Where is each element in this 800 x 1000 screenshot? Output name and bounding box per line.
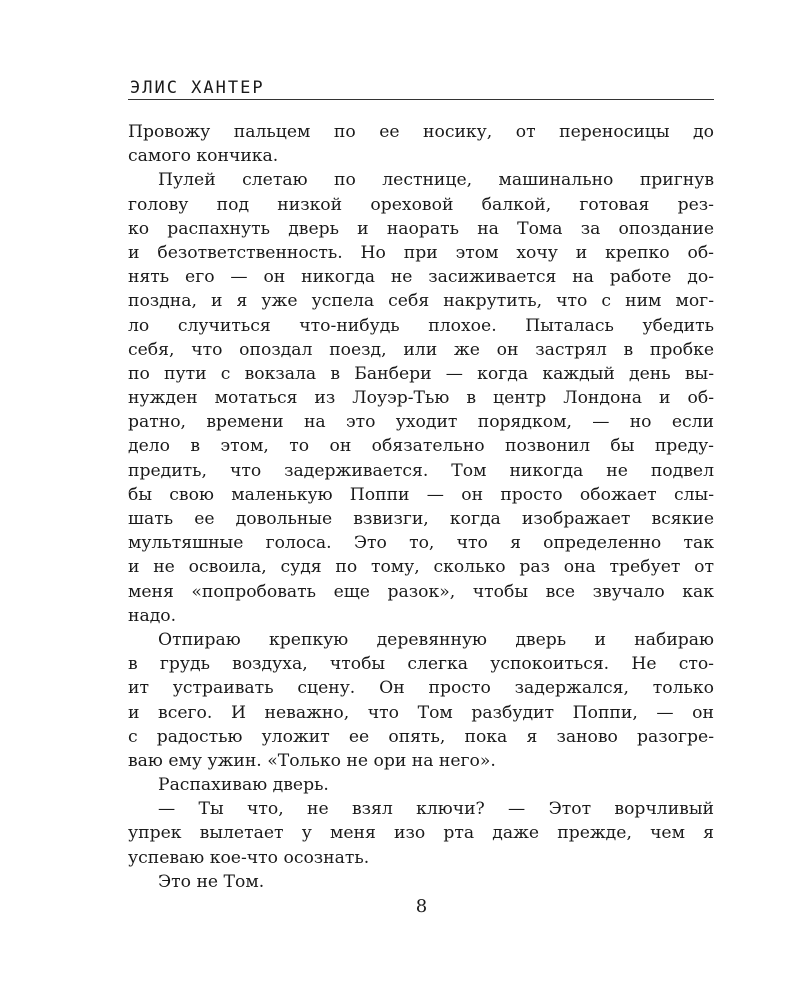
running-head-author: ЭЛИС ХАНТЕР bbox=[130, 78, 265, 98]
text-line: ратно, времени на это уходит порядком, — но если bbox=[128, 412, 714, 433]
text-line: и не освоила, судя по тому, сколько раз она требует от bbox=[128, 557, 714, 578]
running-head-rule bbox=[128, 99, 714, 100]
text-line: дело в этом, то он обязательно позвонил бы преду- bbox=[128, 436, 714, 457]
text-line: ваю ему ужин. «Только не ори на него». bbox=[128, 750, 496, 771]
page-number: 8 bbox=[415, 896, 428, 917]
text-line: Это не Том. bbox=[158, 871, 265, 892]
text-line: себя, что опоздал поезд, или же он застрял в пробке bbox=[128, 339, 714, 360]
text-line: успеваю кое-что осознать. bbox=[128, 847, 370, 868]
text-line: предить, что задерживается. Том никогда не подвел bbox=[128, 460, 714, 481]
text-line: Провожу пальцем по ее носику, от переносицы до bbox=[128, 122, 714, 142]
running-head bbox=[128, 78, 714, 100]
text-line: Отпираю крепкую деревянную дверь и набираю bbox=[158, 629, 714, 650]
text-line: и безответственность. Но при этом хочу и крепко об- bbox=[128, 242, 714, 263]
text-line: голову под низкой ореховой балкой, готовая рез- bbox=[128, 194, 714, 215]
text-line: — Ты что, не взял ключи? — Этот ворчливый bbox=[158, 799, 714, 820]
text-line: ко распахнуть дверь и наорать на Тома за опоздание bbox=[128, 218, 714, 239]
text-line: с радостью уложит ее опять, пока я заново разогре- bbox=[128, 726, 714, 747]
text-line: нять его — он никогда не засиживается на работе до- bbox=[128, 267, 714, 288]
text-line: поздна, и я уже успела себя накрутить, что с ним мог- bbox=[128, 291, 714, 312]
text-line: нужден мотаться из Лоуэр-Тью в центр Лондона и об- bbox=[128, 388, 714, 409]
text-line: шать ее довольные взвизги, когда изображает всякие bbox=[128, 509, 714, 529]
text-line: в грудь воздуха, чтобы слегка успокоиться. Не сто- bbox=[128, 654, 714, 675]
text-line: бы свою маленькую Поппи — он просто обожает слы- bbox=[128, 484, 714, 505]
text-line: Пулей слетаю по лестнице, машинально пригнув bbox=[158, 170, 714, 191]
text-line: меня «попробовать еще разок», чтобы все звучало как bbox=[128, 581, 714, 602]
body-text bbox=[128, 120, 714, 894]
text-line: Распахиваю дверь. bbox=[158, 775, 329, 796]
text-line: надо. bbox=[128, 605, 177, 626]
text-line: самого кончика. bbox=[128, 146, 279, 167]
text-line: и всего. И неважно, что Том разбудит Поппи, — он bbox=[128, 702, 714, 723]
text-line: мультяшные голоса. Это то, что я определенно так bbox=[128, 533, 714, 554]
text-line: ло случиться что-нибудь плохое. Пыталась убедить bbox=[128, 315, 714, 336]
text-line: упрек вылетает у меня изо рта даже прежде, чем я bbox=[128, 823, 714, 844]
text-line: ит устраивать сцену. Он просто задержался, только bbox=[128, 678, 714, 699]
text-line: по пути с вокзала в Банбери — когда каждый день вы- bbox=[128, 363, 714, 384]
